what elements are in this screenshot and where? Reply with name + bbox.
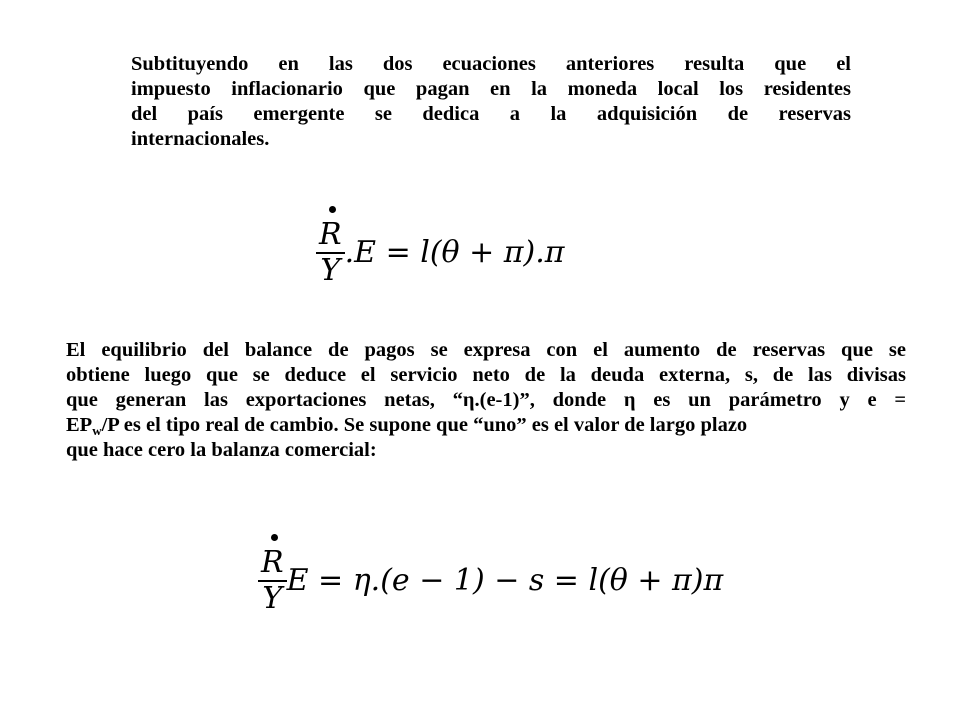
subscript: w [92, 423, 102, 438]
equation-rhs: .E = l(θ + π).π [344, 234, 565, 270]
text-line: que generan las exportaciones netas, “η.(e-1)”, donde η es un parámetro y e = [66, 389, 906, 411]
equation-rhs: E = η.(e − 1) − s = l(θ + π)π [286, 562, 724, 598]
reserves-equation [316, 218, 564, 288]
fraction-denominator: Y [262, 580, 283, 616]
text-line: que hace cero la balanza comercial: [66, 439, 377, 461]
text-line: del país emergente se dedica a la adquisición de reservas [131, 103, 851, 125]
text-line: impuesto inflacionario que pagan en la moneda local los residentes [131, 78, 851, 100]
text-line: internacionales. [131, 128, 270, 150]
time-derivative-dot [271, 534, 278, 541]
text-fragment: /P es el tipo real de cambio. Se supone que “uno” es el valor de largo plazo [101, 414, 748, 436]
fraction-numerator: R [261, 545, 284, 580]
balance-equation [258, 546, 723, 616]
reserves-fraction [316, 218, 345, 288]
fraction-numerator: R [319, 217, 342, 252]
balance-paragraph [66, 338, 906, 463]
fraction-denominator: Y [320, 252, 341, 288]
text-line: El equilibrio del balance de pagos se expresa con el aumento de reservas que se [66, 339, 906, 361]
text-fragment: EP [66, 414, 93, 436]
time-derivative-dot [329, 206, 336, 213]
intro-paragraph [131, 52, 851, 152]
text-line: obtiene luego que se deduce el servicio neto de la deuda externa, s, de las divisas [66, 364, 906, 386]
text-line: Subtituyendo en las dos ecuaciones anteriores resulta que el [131, 53, 851, 75]
text-line [66, 413, 906, 438]
reserves-fraction [258, 546, 287, 616]
